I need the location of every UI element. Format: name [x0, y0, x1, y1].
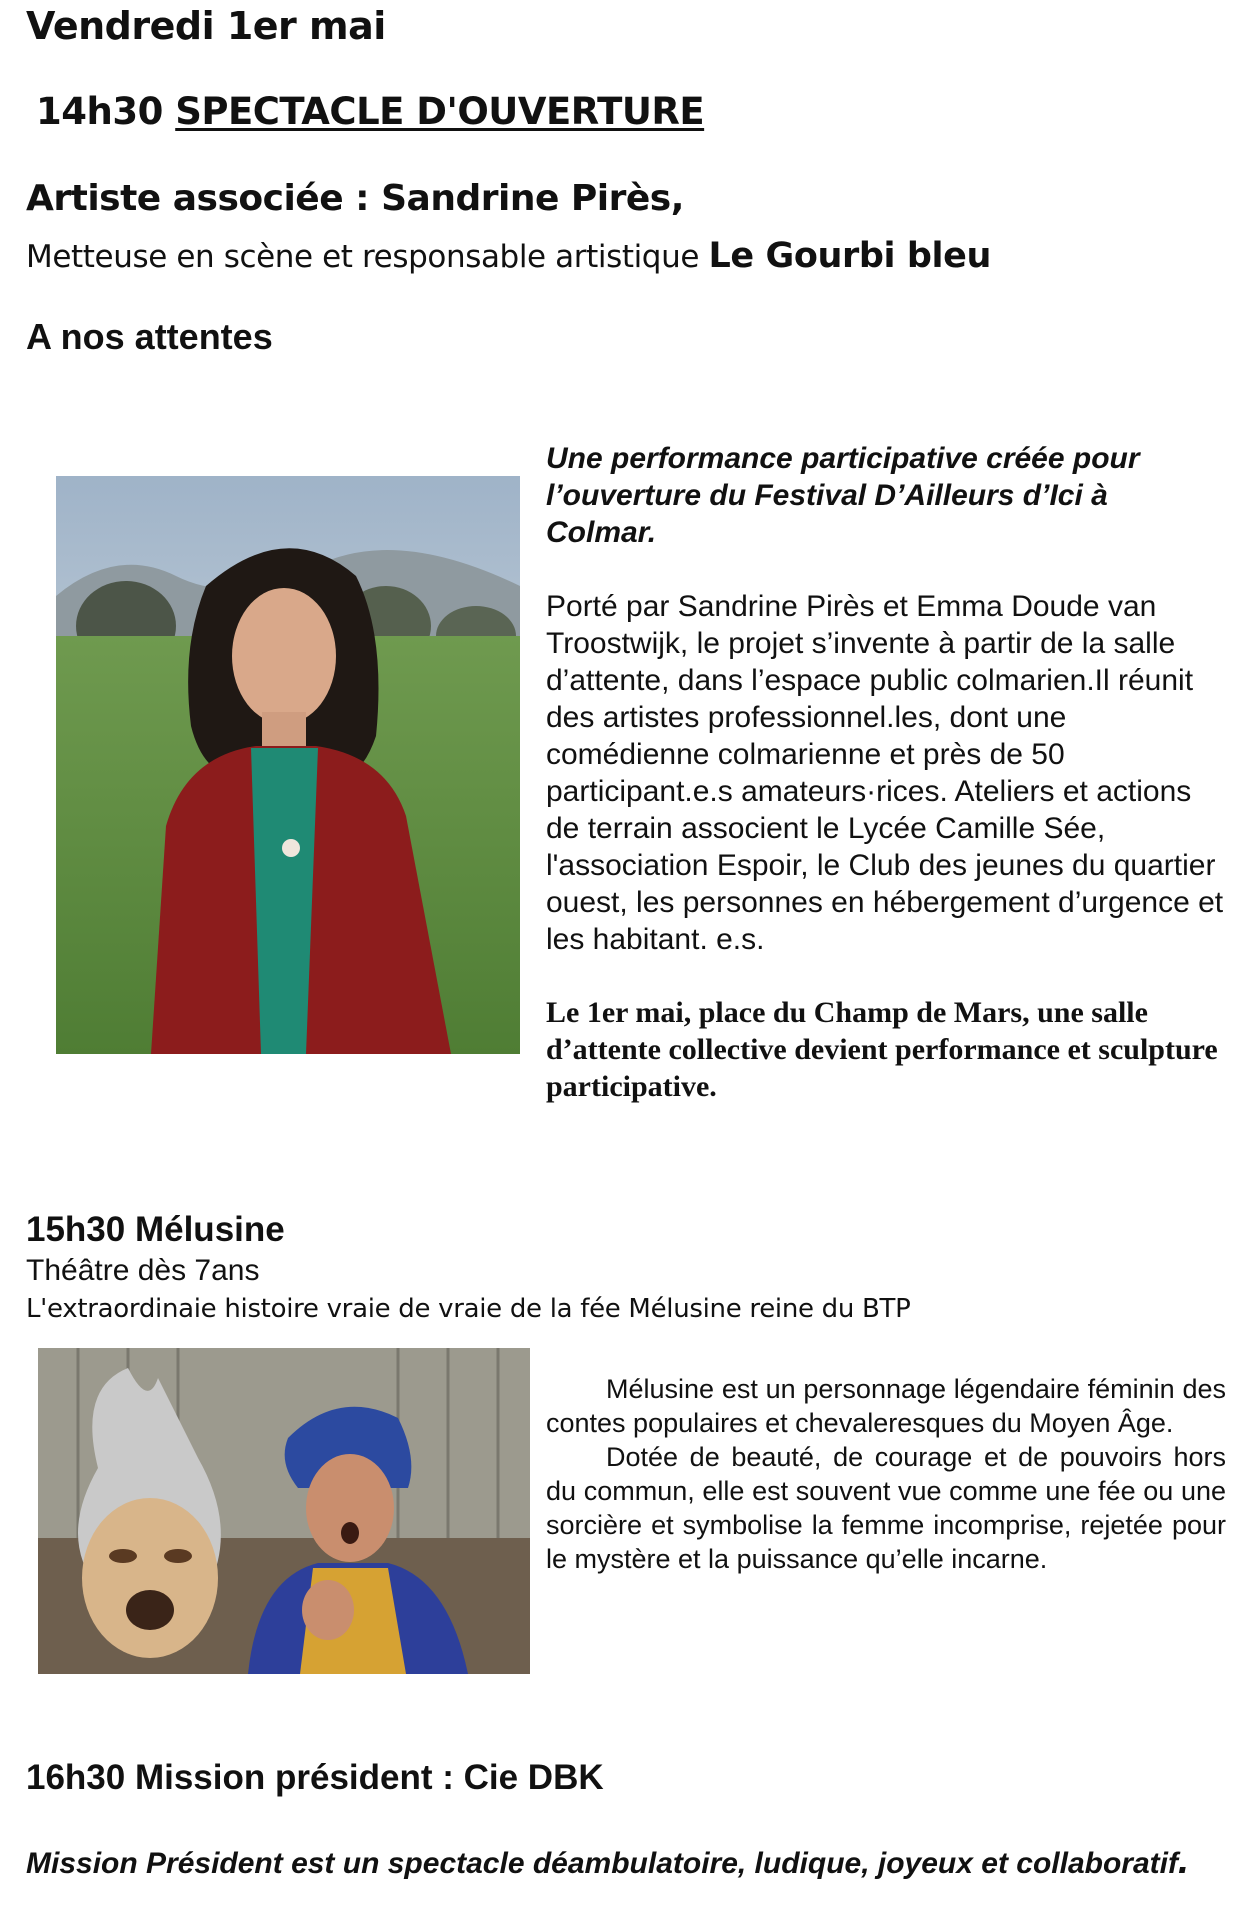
- show2-heading: 15h30 Mélusine: [26, 1210, 285, 1249]
- portrait-photo: [56, 476, 520, 1054]
- show3-description-text: Mission Président est un spectacle déambulatoire, ludique, joyeux et collaboratif: [26, 1847, 1178, 1880]
- show3-heading: 16h30 Mission président : Cie DBK: [26, 1758, 604, 1797]
- show1-name: A nos attentes: [26, 316, 273, 357]
- show2-description: [546, 1372, 1226, 1576]
- show2-paragraph-2: Dotée de beauté, de courage et de pouvoirs hors du commun, elle est souvent vue comme une fée ou une sorcière et symbolise la femme incomprise, rejetée pour le mystère et la puissance qu’elle incarne.: [546, 1442, 1226, 1574]
- show1-title: SPECTACLE D'OUVERTURE: [175, 90, 705, 133]
- artist-role-text: Metteuse en scène et responsable artistique: [26, 239, 699, 275]
- melusine-photo: [38, 1348, 530, 1674]
- company-name: Le Gourbi bleu: [708, 236, 991, 276]
- show1-lead: Une performance participative créée pour l’ouverture du Festival D’Ailleurs d’Ici à Colmar.: [546, 442, 1140, 549]
- show2-paragraph-1: Mélusine est un personnage légendaire féminin des contes populaires et chevaleresques du Moyen Âge.: [546, 1374, 1226, 1438]
- show1-heading: [36, 90, 704, 133]
- show1-time: 14h30: [36, 90, 163, 133]
- artist-role: [26, 236, 991, 276]
- day-heading: Vendredi 1er mai: [26, 4, 386, 48]
- show3-description: [26, 1838, 1226, 1886]
- show2-age: Théâtre dès 7ans: [26, 1254, 260, 1287]
- show1-highlight: Le 1er mai, place du Champ de Mars, une salle d’attente collective devient performance et sculpture participative.: [546, 996, 1218, 1103]
- artist-line: Artiste associée : Sandrine Pirès,: [26, 178, 684, 219]
- show2-subtitle: L'extraordinaie histoire vraie de vraie de la fée Mélusine reine du BTP: [26, 1294, 911, 1324]
- show3-end-mark: .: [1177, 1838, 1190, 1882]
- show1-body: Porté par Sandrine Pirès et Emma Doude van Troostwijk, le projet s’invente à partir de la salle d’attente, dans l’espace public colmarien.Il réunit des artistes professionnel.les, dont une comédienne colmarienne et près de 50 participant.e.s amateurs·rices. Ateliers et actions de terrain associent le Lycée Camille Sée, l'association Espoir, le Club des jeunes du quartier ouest, les personnes en hébergement d’urgence et les habitant. e.s.: [546, 590, 1224, 956]
